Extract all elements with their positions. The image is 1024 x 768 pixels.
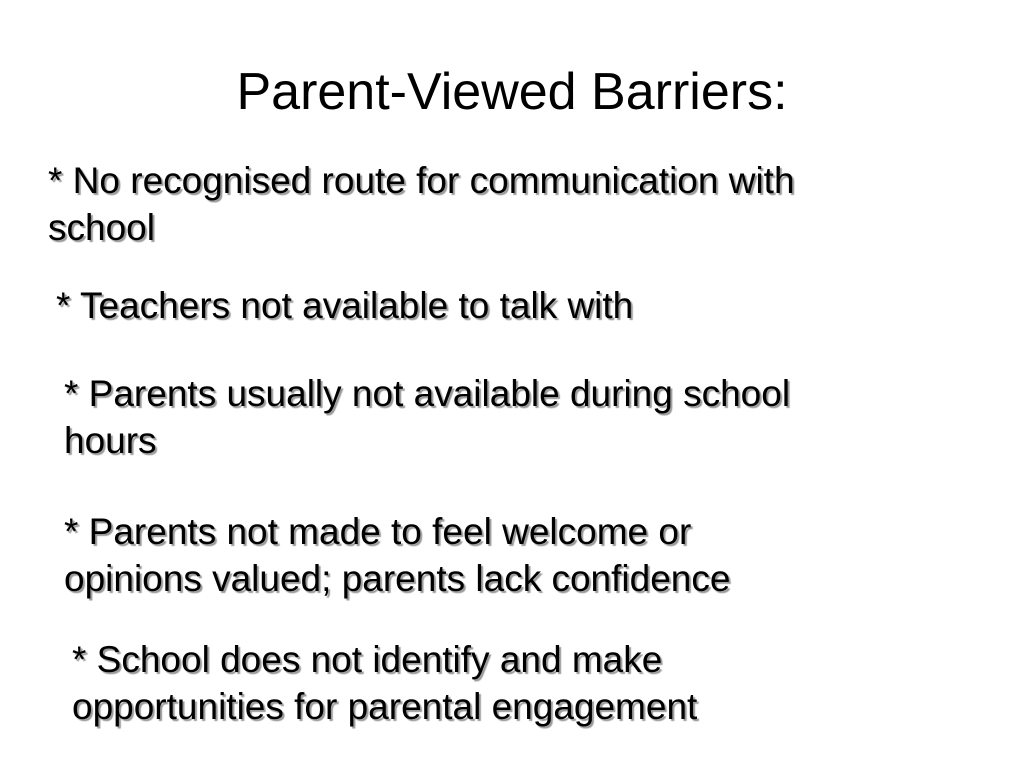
bullet-line: school [48,207,155,248]
bullet-item-school-opportunities [72,636,932,730]
bullet-item-parents-unavailable [64,370,984,464]
bullet-item-parents-not-welcome [64,508,924,602]
bullet-line: * Parents usually not available during school [64,373,791,414]
bullet-line: hours [64,420,157,461]
bullet-item-teachers-unavailable [56,282,996,329]
bullet-line: * Teachers not available to talk with [56,285,634,326]
bullet-item-communication-route [48,157,988,251]
bullet-line: opportunities for parental engagement [72,686,698,727]
bullet-line: * Parents not made to feel welcome or [64,511,692,552]
slide-title: Parent-Viewed Barriers: [236,63,788,121]
bullet-line: opinions valued; parents lack confidence [64,558,731,599]
bullet-line: * No recognised route for communication with [48,160,795,201]
bullet-line: * School does not identify and make [72,639,663,680]
